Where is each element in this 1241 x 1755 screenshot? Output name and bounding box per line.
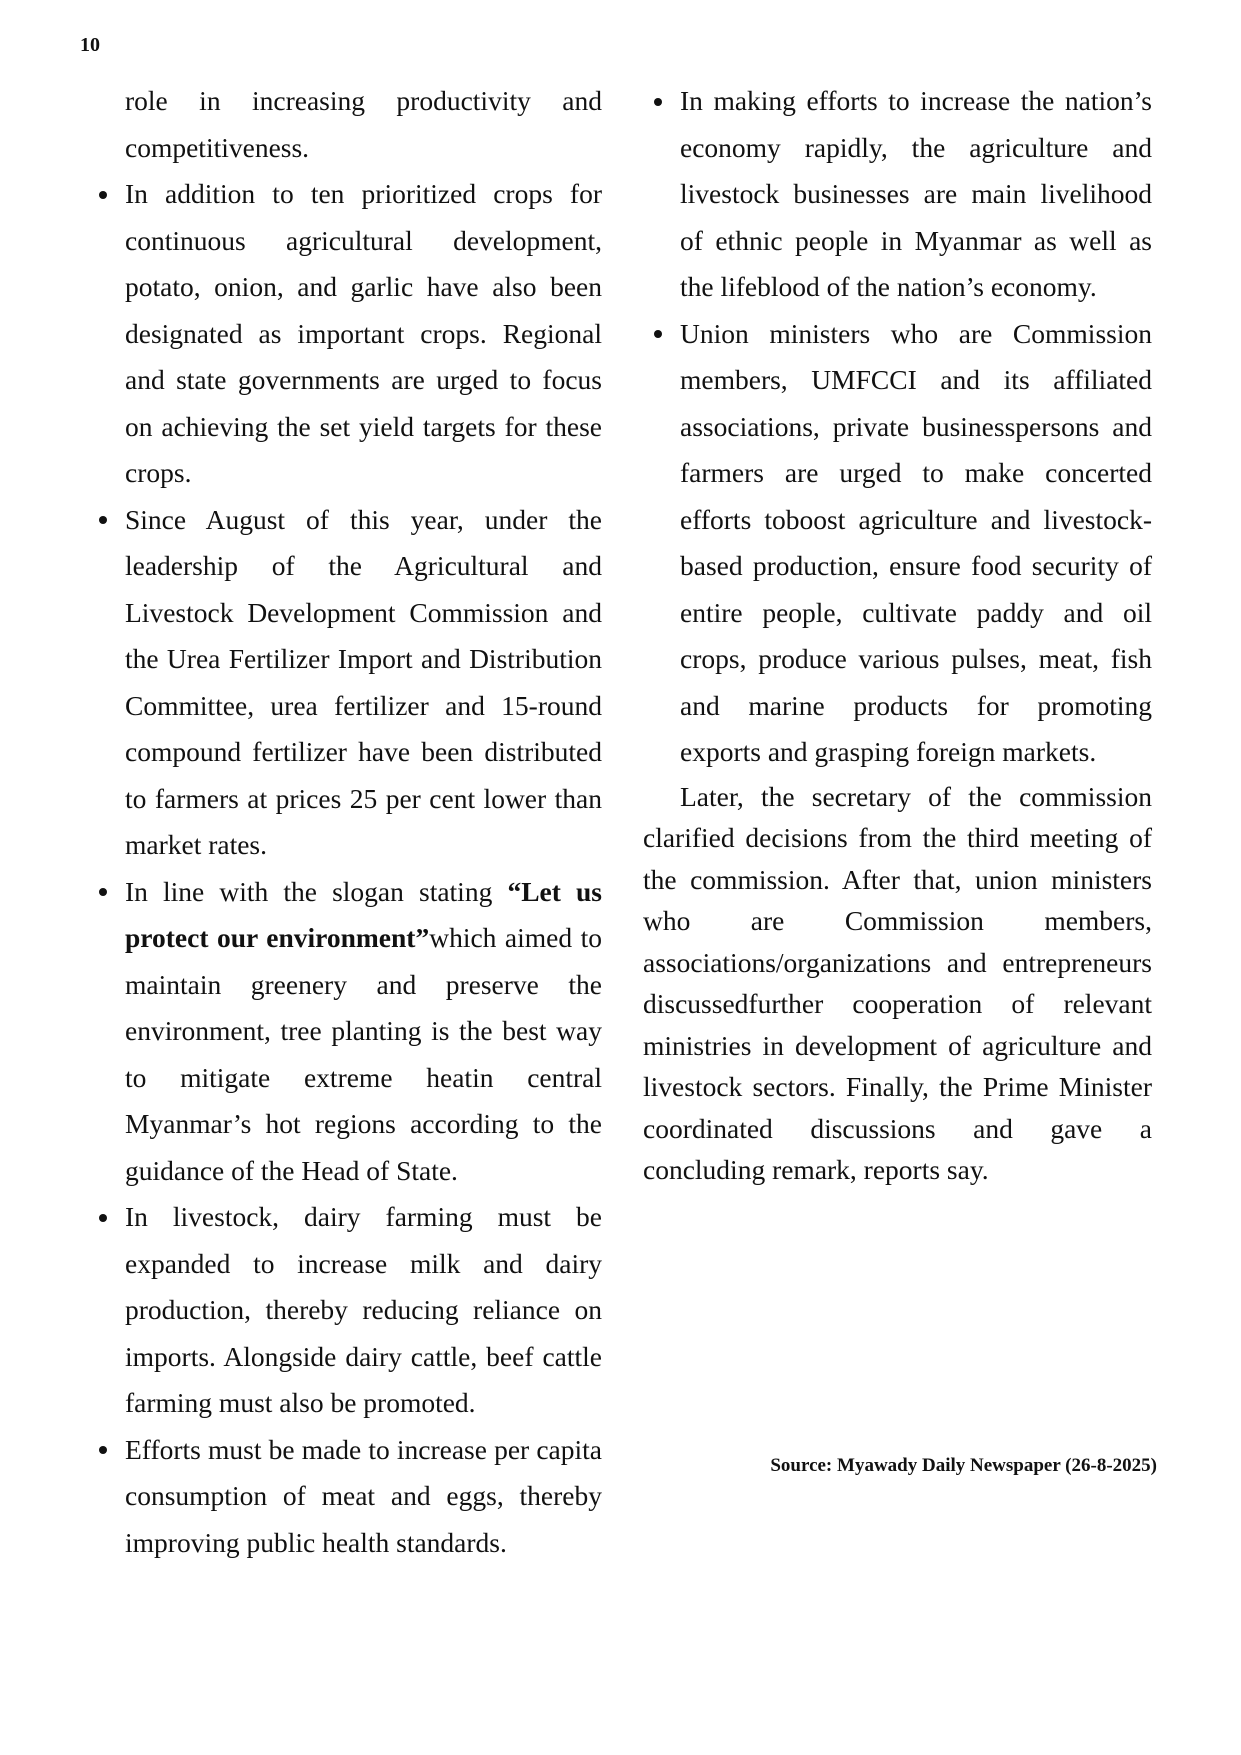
page-number: 10 <box>80 34 100 56</box>
slogan-text: “Let us protect our environment” <box>125 875 603 953</box>
bullet-icon <box>93 497 113 544</box>
bullet-item <box>643 311 1152 776</box>
bullet-item <box>125 869 602 1195</box>
bullet-item <box>125 1427 602 1567</box>
bullet-text-pre: In line with the slogan stating <box>125 875 508 907</box>
bullet-item <box>643 78 1152 311</box>
bullet-text: Union ministers who are Commission members, UMFCCI and its affiliated associations, private businesspersons and farmers are urged to make concerted efforts toboost agriculture and livestock-based production, ensure food security of entire people, cultivate paddy and oil crops, produce various pulses, meat, fish and marine products for promoting exports and grasping foreign markets. <box>680 317 1152 767</box>
left-column <box>125 78 602 1566</box>
closing-paragraph: Later, the secretary of the commission clarified decisions from the third meeting of the commission. After that, union ministers who are Commission members, associations/organizations and entrepreneurs discussedfurther cooperation of relevant ministries in development of agriculture and livestock sectors. Finally, the Prime Minister coordinated discussions and gave a concluding remark, reports say. <box>643 780 1152 1185</box>
continued-paragraph: role in increasing productivity and competitiveness. <box>125 85 602 163</box>
bullet-text-post: which aimed to maintain greenery and preserve the environment, tree planting is the best way to mitigate extreme heatin central Myanmar’s hot regions according to the guidance of the Head of State. <box>125 922 602 1186</box>
bullet-icon <box>93 171 113 218</box>
bullet-icon <box>648 311 668 358</box>
bullet-icon <box>93 1427 113 1474</box>
bullet-item <box>125 497 602 869</box>
bullet-text: In making efforts to increase the nation’s economy rapidly, the agriculture and livestock businesses are main livelihood of ethnic people in Myanmar as well as the lifeblood of the nation’s economy. <box>680 85 1152 302</box>
bullet-item <box>125 171 602 497</box>
bullet-text: Efforts must be made to increase per capita consumption of meat and eggs, thereby improving public health standards. <box>125 1433 602 1558</box>
bullet-item <box>125 1194 602 1427</box>
bullet-text: In addition to ten prioritized crops for continuous agricultural development, potato, onion, and garlic have also been designated as important crops. Regional and state governments are urged to focus on achieving the set yield targets for these crops. <box>125 178 602 488</box>
bullet-icon <box>93 1194 113 1241</box>
source-citation: Source: Myawady Daily Newspaper (26-8-2025) <box>770 1455 1157 1476</box>
bullet-icon <box>648 78 668 125</box>
bullet-text: Since August of this year, under the leadership of the Agricultural and Livestock Development Commission and the Urea Fertilizer Import and Distribution Committee, urea fertilizer and 15-round compound fertilizer have been distributed to farmers at prices 25 per cent lower than market rates. <box>125 503 602 860</box>
bullet-icon <box>93 869 113 916</box>
bullet-text: In livestock, dairy farming must be expanded to increase milk and dairy production, thereby reducing reliance on imports. Alongside dairy cattle, beef cattle farming must also be promoted. <box>125 1201 602 1418</box>
right-column <box>643 78 1152 1191</box>
